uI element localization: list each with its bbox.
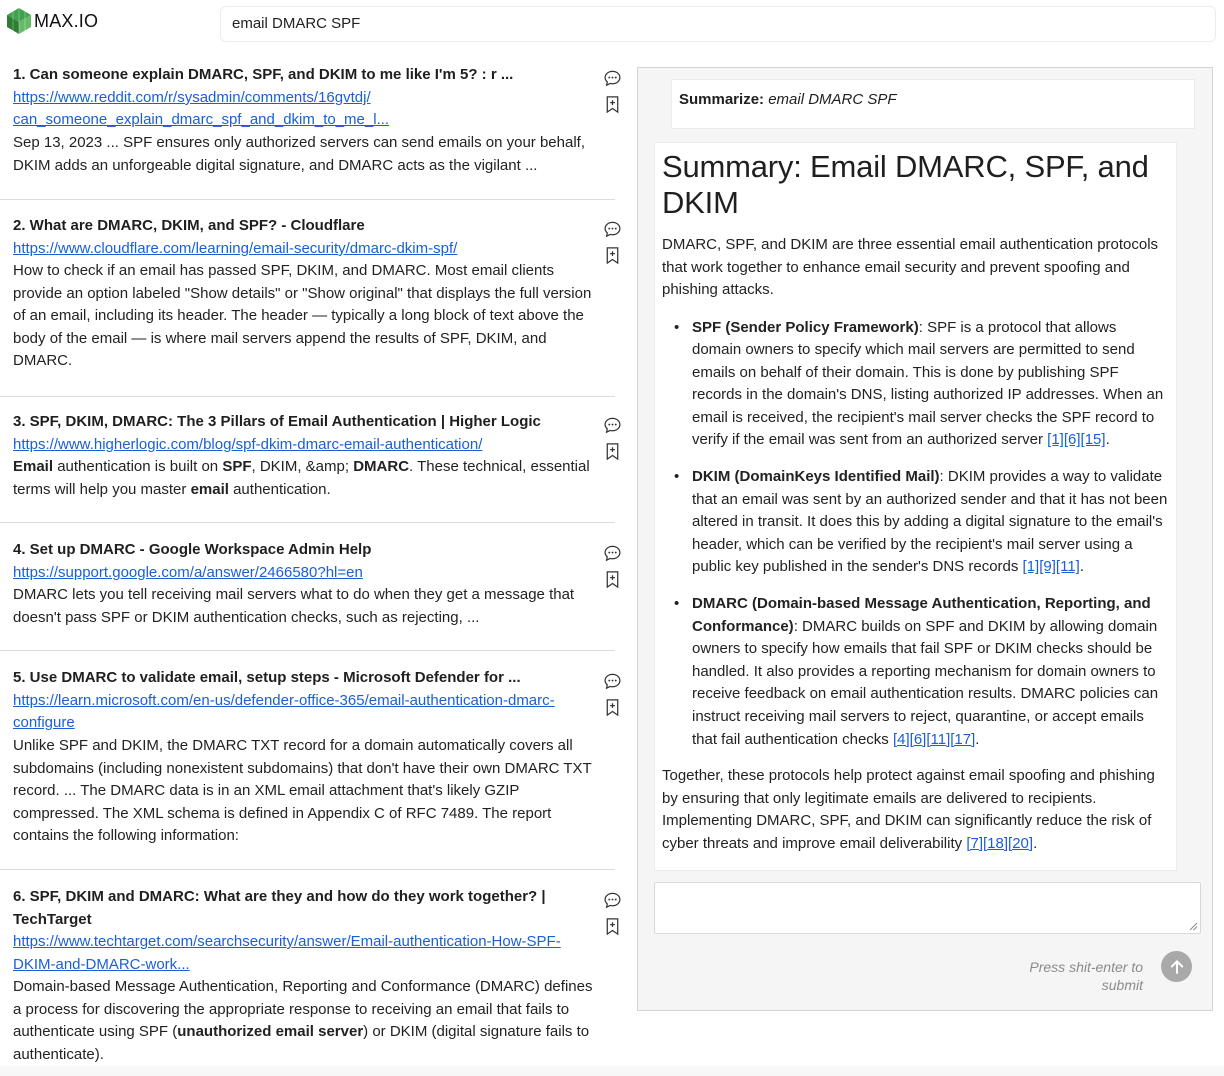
citation-link[interactable]: [17]	[950, 730, 976, 748]
summary-bullet-spf	[662, 317, 1169, 453]
comment-icon[interactable]	[603, 544, 622, 563]
result-url[interactable]: https://learn.microsoft.com/en-us/defender-office-365/email-authentication-dmarc-	[13, 692, 555, 709]
citation-link[interactable]: [6]	[909, 730, 927, 748]
result-snippet	[13, 456, 598, 501]
citation-link[interactable]: [9]	[1039, 558, 1056, 576]
bullet-term: DMARC (Domain-based Message Authentication, Reporting, and Conformance)	[692, 595, 1151, 635]
snippet-text: authentication.	[228, 480, 331, 498]
conclusion-text: Together, these protocols help protect against email spoofing and phishing by ensuring that only legitimate emails are delivered to recipients. Implementing DMARC, SPF, and DKIM can significantly reduce the risk of cyber threats and improve email deliverability	[662, 767, 1155, 852]
prompt-query: email DMARC SPF	[768, 91, 897, 108]
result-title[interactable]: 4. Set up DMARC - Google Workspace Admin Help	[13, 541, 372, 558]
bullet-text: : DMARC builds on SPF and DKIM by allowing domain owners to specify how emails that fail SPF or DKIM checks should be handled. It also provides a reporting mechanism for domain owners to receive feedback on email authentication results. DMARC policies can instruct receiving mail servers to reject, quarantine, or accept emails that fail authentication checks	[692, 617, 1159, 748]
bullet-period: .	[975, 730, 980, 748]
bookmark-plus-icon[interactable]	[603, 95, 622, 114]
citation-link[interactable]: [1]	[1022, 558, 1040, 576]
snippet-text: . These technical, essential terms will help you master	[13, 458, 590, 498]
citation-link[interactable]: [7]	[966, 834, 983, 852]
summary-conclusion	[662, 765, 1169, 855]
citation-link[interactable]: [15]	[1080, 431, 1106, 449]
max-logo-icon	[6, 7, 32, 35]
result-divider	[0, 650, 615, 651]
citation-link[interactable]: [1]	[1047, 431, 1064, 449]
result-title[interactable]: 3. SPF, DKIM, DMARC: The 3 Pillars of Email Authentication | Higher Logic	[13, 413, 541, 430]
page-bottom-edge	[0, 1066, 1224, 1076]
result-divider	[0, 869, 615, 870]
summary-title: Summary: Email DMARC, SPF, and DKIM	[662, 149, 1149, 220]
bullet-text: : DKIM provides a way to validate that an email was sent by an authorized sender and that it has not been altered in transit. It does this by adding a digital signature to the email's header, which can be verified by the recipient's mail server using a public key published in the sender's DNS records	[692, 468, 1168, 576]
result-url[interactable]: https://support.google.com/a/answer/2466580?hl=en	[13, 564, 363, 581]
summary-bullet-dkim	[662, 466, 1169, 579]
result-url-cont[interactable]: can_someone_explain_dmarc_spf_and_dkim_to_me_l...	[13, 111, 390, 128]
resize-grip-icon[interactable]	[1188, 921, 1198, 931]
summary-intro: DMARC, SPF, and DKIM are three essential email authentication protocols that work together to enhance email security and prevent spoofing and phishing attacks.	[662, 236, 1159, 298]
snippet-text: authentication is built on	[53, 458, 223, 475]
comment-icon[interactable]	[603, 416, 622, 435]
bookmark-plus-icon[interactable]	[603, 570, 622, 589]
arrow-up-icon	[1168, 958, 1186, 976]
bullet-term: SPF (Sender Policy Framework)	[692, 318, 919, 336]
result-title[interactable]: 6. SPF, DKIM and DMARC: What are they and how do they work together? | TechTarget	[13, 888, 546, 928]
submit-hint: Press shit-enter to submit	[1029, 959, 1143, 993]
citation-link[interactable]: [20]	[1008, 834, 1034, 852]
summary-bullet-dmarc	[662, 593, 1169, 751]
result-url-cont[interactable]: configure	[13, 714, 75, 731]
summary-bullets	[662, 317, 1169, 752]
result-snippet	[13, 976, 598, 1066]
result-snippet: Sep 13, 2023 ... SPF ensures only authorized servers can send emails on your behalf, DKIM adds an unforgeable digital signature, and DMARC acts as the vigilant ...	[13, 134, 585, 174]
result-divider	[0, 522, 615, 523]
comment-icon[interactable]	[603, 69, 622, 88]
bullet-period: .	[1105, 431, 1110, 449]
citation-link[interactable]: [4]	[892, 730, 910, 748]
snippet-bold: Email	[13, 458, 54, 475]
result-snippet: DMARC lets you tell receiving mail servers what to do when they get a message that doesn't pass SPF or DKIM authentication checks, such as rejecting, ...	[13, 586, 575, 626]
bullet-text: : SPF is a protocol that allows domain owners to specify which mail servers are permitted to send emails on behalf of their domain. This is done by publishing SPF records in the domain's DNS, listing authorized IP addresses. When an email is received, the recipient's mail server checks the SPF record to verify if the email was sent from an authorized server	[692, 318, 1164, 449]
citation-link[interactable]: [6]	[1063, 431, 1081, 449]
bullet-term: DKIM (DomainKeys Identified Mail)	[692, 468, 940, 486]
result-snippet: Unlike SPF and DKIM, the DMARC TXT record for a domain automatically covers all subdomains (including nonexistent subdomains) that don't have their own DMARC TXT record. ... The DMARC data is in an XML email attachment that's likely GZIP compressed. The XML schema is defined in Appendix C of RFC 7489. The report contains the following information:	[13, 737, 592, 845]
snippet-bold: DMARC	[353, 458, 410, 475]
comment-icon[interactable]	[603, 891, 622, 910]
result-divider	[0, 199, 615, 200]
bookmark-plus-icon[interactable]	[603, 698, 622, 717]
snippet-bold: SPF	[222, 458, 252, 475]
result-title[interactable]: 1. Can someone explain DMARC, SPF, and DKIM to me like I'm 5? : r ...	[13, 66, 514, 83]
snippet-text: Domain-based Message Authentication, Reporting and Conformance (DMARC) defines a process for discovering the appropriate response to receiving an email that fails to authenticate using SPF (	[13, 978, 593, 1041]
citation-link[interactable]: [11]	[1055, 558, 1080, 576]
comment-icon[interactable]	[603, 672, 622, 691]
logo-text: MAX.IO	[34, 10, 99, 31]
summary-panel	[637, 67, 1213, 1011]
bookmark-plus-icon[interactable]	[603, 442, 622, 461]
result-url[interactable]: https://www.higherlogic.com/blog/spf-dkim-dmarc-email-authentication/	[13, 436, 483, 453]
prompt-label: Summarize:	[679, 91, 765, 108]
snippet-text: , DKIM, &amp;	[251, 458, 354, 475]
logo[interactable]	[6, 6, 98, 36]
result-snippet: How to check if an email has passed SPF, DKIM, and DMARC. Most email clients provide an option labeled "Show details" or "Show original" that displays the full version of an email, including its header. The header — typically a long block of text above the body of the email — is where mail servers append the results of SPF, DKIM, and DMARC.	[13, 262, 592, 370]
citation-link[interactable]: [11]	[926, 730, 951, 748]
citation-link[interactable]: [18]	[983, 834, 1009, 852]
snippet-bold: email	[190, 480, 229, 498]
conclusion-period: .	[1033, 834, 1038, 852]
comment-icon[interactable]	[603, 220, 622, 239]
result-url-cont[interactable]: DKIM-and-DMARC-work...	[13, 956, 190, 973]
result-url[interactable]: https://www.techtarget.com/searchsecurity/answer/Email-authentication-How-SPF-	[13, 933, 561, 950]
result-title[interactable]: 5. Use DMARC to validate email, setup steps - Microsoft Defender for ...	[13, 669, 521, 686]
result-divider	[0, 396, 615, 397]
summarize-prompt	[671, 79, 1195, 129]
bullet-period: .	[1079, 558, 1084, 576]
search-input[interactable]: email DMARC SPF	[220, 6, 1216, 42]
result-title[interactable]: 2. What are DMARC, DKIM, and SPF? - Cloudflare	[13, 217, 365, 234]
snippet-bold: unauthorized email server	[177, 1023, 364, 1041]
summary-content	[654, 142, 1177, 871]
result-url[interactable]: https://www.cloudflare.com/learning/email-security/dmarc-dkim-spf/	[13, 240, 458, 257]
bookmark-plus-icon[interactable]	[603, 246, 622, 265]
bookmark-plus-icon[interactable]	[603, 917, 622, 936]
snippet-text: ) or DKIM (digital signature fails to authenticate).	[13, 1023, 590, 1063]
submit-button[interactable]	[1161, 951, 1192, 982]
followup-textarea[interactable]	[654, 882, 1201, 934]
result-url[interactable]: https://www.reddit.com/r/sysadmin/comments/16gvtdj/	[13, 89, 371, 106]
